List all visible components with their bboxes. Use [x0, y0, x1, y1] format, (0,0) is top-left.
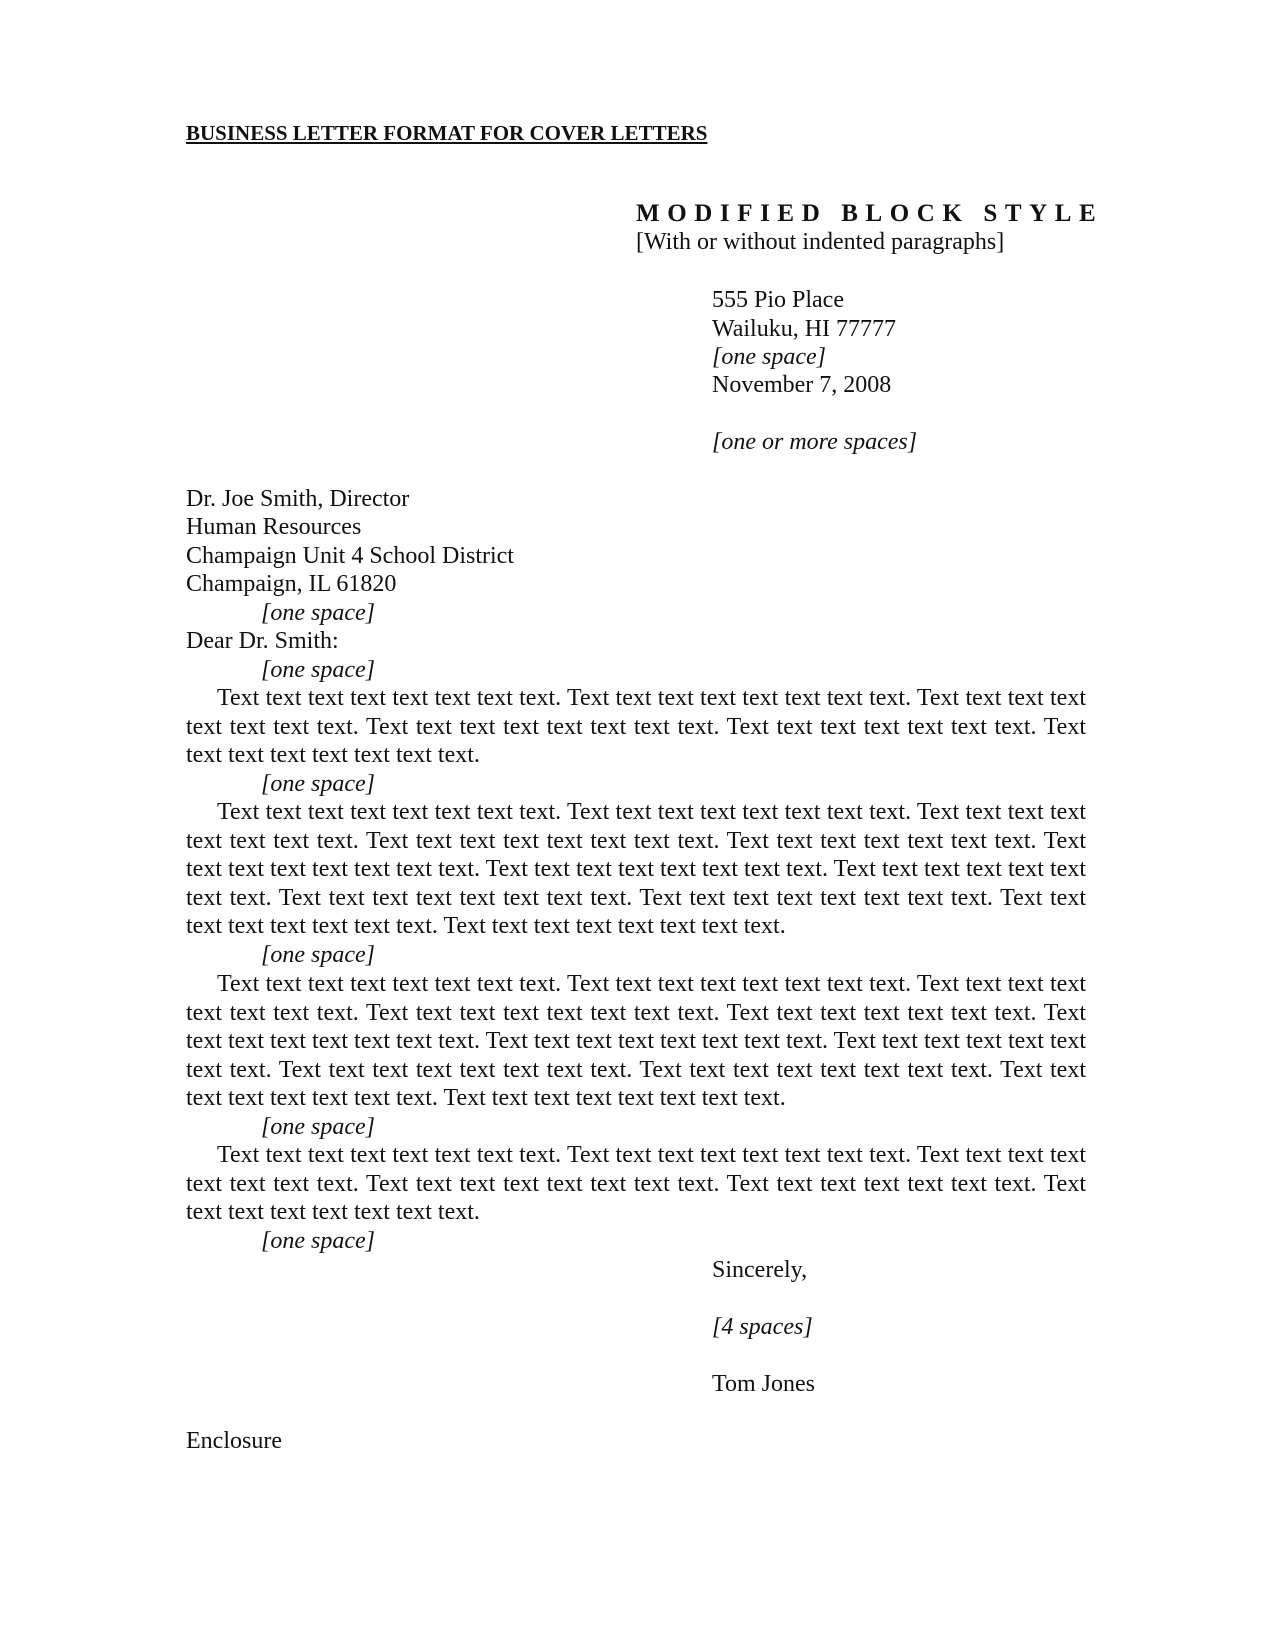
enclosure-note: Enclosure: [186, 1428, 282, 1454]
recipient-dept: Human Resources: [186, 514, 362, 540]
style-title: MODIFIED BLOCK STYLE: [636, 200, 1104, 227]
note-four-spaces: [4 spaces]: [712, 1314, 813, 1340]
page-heading: BUSINESS LETTER FORMAT FOR COVER LETTERS: [186, 121, 708, 145]
body-paragraph: Text text text text text text text text. Text text text text text text text text. Text text text text text text text text. Text text text text text text text text. Text text text text text text text. Text text text text text text text text.: [186, 1142, 1086, 1226]
note-one-space: [one space]: [261, 600, 375, 626]
note-one-space: [one space]: [261, 657, 375, 683]
salutation: Dear Dr. Smith:: [186, 628, 339, 654]
closing-sincerely: Sincerely,: [712, 1257, 808, 1283]
note-one-space: [one space]: [712, 344, 826, 370]
style-subtitle: [With or without indented paragraphs]: [636, 229, 1005, 255]
recipient-org: Champaign Unit 4 School District: [186, 543, 514, 569]
note-more-spaces: [one or more spaces]: [712, 429, 918, 455]
body-paragraph: Text text text text text text text text. Text text text text text text text text. Text text text text text text text text. Text text text text text text text text. Text text text text text text text. Text text text text text text text text.: [186, 685, 1086, 769]
body-paragraph: Text text text text text text text text. Text text text text text text text text. Text text text text text text text text. Text text text text text text text text. Text text text text text text text. Text text text text text text text text. Text text text text text text text text. Text text text text text text text text. Text text text text text text text text. Text text text text text text text text. Text text text text text text text text. Text text text text text text text text.: [186, 971, 1086, 1112]
note-one-space: [one space]: [261, 1228, 375, 1254]
sender-city: Wailuku, HI 77777: [712, 316, 897, 342]
recipient-city: Champaign, IL 61820: [186, 571, 397, 597]
note-one-space: [one space]: [261, 1114, 375, 1140]
letter-date: November 7, 2008: [712, 372, 892, 398]
note-one-space: [one space]: [261, 942, 375, 968]
signer-name: Tom Jones: [712, 1371, 815, 1397]
note-one-space: [one space]: [261, 771, 375, 797]
sender-street: 555 Pio Place: [712, 287, 844, 313]
body-paragraph: Text text text text text text text text. Text text text text text text text text. Text text text text text text text text. Text text text text text text text text. Text text text text text text text. Text text text text text text text text. Text text text text text text text text. Text text text text text text text text. Text text text text text text text text. Text text text text text text text text. Text text text text text text text text. Text text text text text text text text.: [186, 799, 1086, 940]
recipient-name: Dr. Joe Smith, Director: [186, 486, 410, 512]
